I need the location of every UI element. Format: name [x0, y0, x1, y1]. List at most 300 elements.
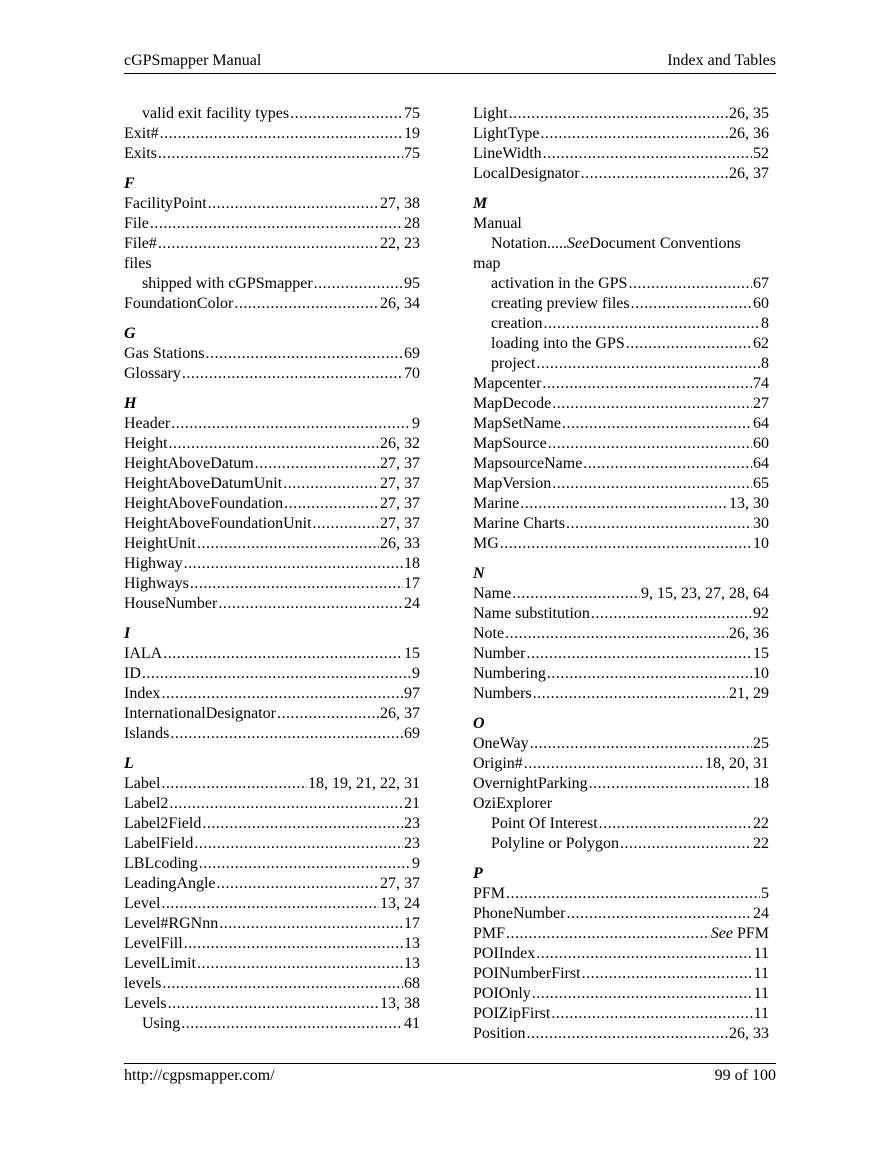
page-numbers[interactable]: 28	[404, 215, 420, 232]
dot-leader	[219, 914, 403, 934]
page-numbers[interactable]: 9	[412, 855, 420, 872]
dot-leader	[170, 724, 403, 744]
index-entry[interactable]	[124, 794, 420, 814]
dot-leader	[631, 294, 752, 314]
header-manual-title: cGPSmapper Manual	[124, 52, 262, 69]
index-term: MG	[473, 535, 499, 552]
dot-leader	[543, 144, 752, 164]
index-entry[interactable]	[124, 874, 420, 894]
dot-leader	[526, 1024, 728, 1044]
index-entry[interactable]	[473, 664, 769, 684]
dot-leader	[509, 104, 728, 124]
page-numbers[interactable]: 11	[753, 1005, 769, 1022]
page-numbers[interactable]: 18	[753, 775, 769, 792]
dot-leader	[524, 754, 704, 774]
page-numbers[interactable]: 11	[753, 985, 769, 1002]
page-numbers[interactable]: 25	[753, 735, 769, 752]
dot-leader	[548, 434, 752, 454]
page-numbers[interactable]: 11	[753, 965, 769, 982]
see-reference: See	[710, 925, 733, 942]
index-term: InternationalDesignator	[124, 705, 276, 722]
see-target[interactable]: PFM	[732, 925, 769, 942]
page-numbers[interactable]: 27, 37	[380, 875, 420, 892]
page-numbers[interactable]: 97	[404, 685, 420, 702]
index-term: LineWidth	[473, 145, 542, 162]
index-entry[interactable]	[473, 164, 769, 184]
dot-leader	[202, 814, 403, 834]
dot-leader	[190, 574, 403, 594]
index-entry[interactable]	[124, 1014, 420, 1034]
index-entry[interactable]	[124, 494, 420, 514]
index-term: LevelFill	[124, 935, 183, 952]
index-term: Highways	[124, 575, 189, 592]
index-term: Using	[142, 1015, 181, 1032]
index-entry[interactable]	[124, 104, 420, 124]
index-letter-heading: N	[473, 565, 485, 582]
index-entry[interactable]	[473, 494, 769, 514]
dot-leader	[620, 834, 752, 854]
dot-leader	[566, 904, 752, 924]
index-entry[interactable]	[473, 374, 769, 394]
page-numbers[interactable]: 64	[753, 455, 769, 472]
index-entry[interactable]	[124, 534, 420, 554]
page-numbers[interactable]: 30	[753, 515, 769, 532]
index-entry[interactable]	[473, 644, 769, 664]
dot-leader	[540, 124, 728, 144]
index-term: MapDecode	[473, 395, 552, 412]
index-term: MapsourceName	[473, 455, 583, 472]
index-entry[interactable]	[473, 434, 769, 454]
index-term: shipped with cGPSmapper	[142, 275, 313, 292]
page-numbers[interactable]: 67	[753, 275, 769, 292]
index-entry[interactable]	[124, 664, 420, 684]
page-numbers[interactable]: 15	[753, 645, 769, 662]
dot-leader	[161, 774, 307, 794]
index-entry[interactable]	[473, 904, 769, 924]
page-numbers[interactable]: 52	[753, 145, 769, 162]
page-numbers[interactable]: 74	[753, 375, 769, 392]
index-entry[interactable]	[473, 1004, 769, 1024]
index-entry[interactable]	[473, 734, 769, 754]
dot-leader	[506, 924, 710, 944]
dot-leader	[536, 354, 760, 374]
page-numbers[interactable]: 27	[753, 395, 769, 412]
page-numbers[interactable]: 95	[404, 275, 420, 292]
index-letter-heading: L	[124, 755, 134, 772]
index-term: Height	[124, 435, 168, 452]
dot-leader	[500, 534, 752, 554]
page-numbers[interactable]: 24	[753, 905, 769, 922]
page-numbers[interactable]: 68	[404, 975, 420, 992]
page-numbers[interactable]: 5	[761, 885, 769, 902]
index-term: Islands	[124, 725, 170, 742]
index-term: LBLcoding	[124, 855, 198, 872]
index-term: Polyline or Polygon	[491, 835, 620, 852]
index-entry[interactable]	[473, 604, 769, 624]
page-header	[124, 52, 776, 74]
dot-leader	[533, 684, 728, 704]
page-numbers[interactable]: 24	[404, 595, 420, 612]
index-entry[interactable]	[124, 344, 420, 364]
page-numbers[interactable]: 17	[404, 915, 420, 932]
index-entry[interactable]	[124, 894, 420, 914]
dot-leader	[599, 814, 752, 834]
index-entry[interactable]	[473, 834, 769, 854]
index-entry[interactable]	[473, 534, 769, 554]
index-term: Note	[473, 625, 505, 642]
dot-leader	[284, 494, 379, 514]
index-letter-heading: M	[473, 195, 488, 212]
index-term: activation in the GPS	[491, 275, 628, 292]
index-entry[interactable]	[473, 234, 769, 254]
index-entry[interactable]	[124, 914, 420, 934]
index-letter-heading: G	[124, 325, 136, 342]
dot-leader	[506, 884, 760, 904]
page-numbers[interactable]: 26, 36	[729, 625, 769, 642]
index-entry[interactable]	[124, 574, 420, 594]
index-term: OneWay	[473, 735, 529, 752]
index-entry[interactable]	[473, 334, 769, 354]
page-numbers[interactable]: 70	[404, 365, 420, 382]
dot-leader	[562, 414, 752, 434]
page-numbers[interactable]: 26, 36	[729, 125, 769, 142]
index-entry[interactable]	[473, 274, 769, 294]
page-numbers[interactable]: 9	[412, 665, 420, 682]
page-numbers[interactable]: 10	[753, 535, 769, 552]
index-entry[interactable]	[473, 1024, 769, 1044]
index-term: Marine Charts	[473, 515, 565, 532]
index-term: Origin#	[473, 755, 523, 772]
index-entry[interactable]	[124, 684, 420, 704]
index-entry[interactable]	[124, 294, 420, 314]
dot-leader	[169, 434, 379, 454]
index-letter-heading: H	[124, 395, 137, 412]
page-numbers[interactable]: 26, 34	[380, 295, 420, 312]
index-entry[interactable]	[473, 884, 769, 904]
index-entry[interactable]	[124, 934, 420, 954]
see-target[interactable]: Document Conventions	[589, 235, 741, 252]
dot-leader	[255, 454, 379, 474]
page-numbers[interactable]: 10	[753, 665, 769, 682]
index-entry[interactable]	[473, 944, 769, 964]
index-entry[interactable]	[473, 294, 769, 314]
page-numbers[interactable]: 22	[753, 815, 769, 832]
index-term: files	[124, 255, 152, 272]
index-term: PhoneNumber	[473, 905, 566, 922]
dot-leader	[217, 874, 379, 894]
index-term: HouseNumber	[124, 595, 218, 612]
index-entry[interactable]	[473, 394, 769, 414]
index-term: LightType	[473, 125, 540, 142]
page-reference[interactable]	[711, 924, 769, 944]
page-numbers[interactable]: 65	[753, 475, 769, 492]
index-entry[interactable]	[473, 794, 769, 814]
dot-leader	[566, 514, 752, 534]
page-numbers[interactable]: 27, 37	[380, 495, 420, 512]
index-term: FacilityPoint	[124, 195, 207, 212]
index-entry[interactable]	[124, 124, 420, 144]
dot-leader	[314, 274, 403, 294]
index-term: Gas Stations	[124, 345, 205, 362]
index-entry[interactable]	[473, 454, 769, 474]
index-term: FoundationColor	[124, 295, 234, 312]
page-numbers[interactable]: 23	[404, 815, 420, 832]
index-term: LabelField	[124, 835, 194, 852]
index-term: Marine	[473, 495, 520, 512]
index-entry[interactable]	[124, 454, 420, 474]
index-entry[interactable]	[124, 724, 420, 744]
page-numbers[interactable]: 9	[412, 415, 420, 432]
page-numbers[interactable]: 60	[753, 435, 769, 452]
index-term: MapSetName	[473, 415, 561, 432]
index-term: Label	[124, 775, 161, 792]
index-entry[interactable]	[124, 414, 420, 434]
dot-leader	[520, 494, 728, 514]
index-entry[interactable]	[124, 234, 420, 254]
index-term: POIIndex	[473, 945, 536, 962]
index-entry[interactable]	[473, 474, 769, 494]
index-term: project	[491, 355, 536, 372]
page-numbers[interactable]: 8	[761, 355, 769, 372]
index-entry[interactable]	[124, 144, 420, 164]
index-entry[interactable]	[124, 644, 420, 664]
page-numbers[interactable]: 15	[404, 645, 420, 662]
index-entry[interactable]	[473, 104, 769, 124]
index-entry[interactable]	[473, 754, 769, 774]
index-entry[interactable]	[473, 254, 769, 274]
page-numbers[interactable]: 27, 37	[380, 455, 420, 472]
page-numbers[interactable]: 11	[753, 945, 769, 962]
dot-leader	[150, 214, 403, 234]
index-term: Index	[124, 685, 161, 702]
page-numbers[interactable]: 41	[404, 1015, 420, 1032]
index-entry[interactable]	[124, 514, 420, 534]
page-numbers[interactable]: 26, 37	[729, 165, 769, 182]
index-term: HeightUnit	[124, 535, 196, 552]
index-term: Numbering	[473, 665, 546, 682]
index-term: ID	[124, 665, 141, 682]
index-entry[interactable]	[473, 314, 769, 334]
index-term: Header	[124, 415, 171, 432]
dot-leader	[536, 944, 752, 964]
dot-leader	[199, 854, 411, 874]
page-numbers[interactable]: 26, 32	[380, 435, 420, 452]
page-numbers[interactable]: 26, 33	[729, 1025, 769, 1042]
index-entry[interactable]	[124, 834, 420, 854]
index-term: Manual	[473, 215, 522, 232]
page-numbers[interactable]: 23	[404, 835, 420, 852]
index-term: Exits	[124, 145, 157, 162]
dot-leader	[169, 794, 403, 814]
dot-leader	[283, 474, 379, 494]
page-numbers[interactable]: 69	[404, 345, 420, 362]
see-reference: See	[567, 235, 590, 252]
page-numbers[interactable]: 13, 30	[729, 495, 769, 512]
index-term: Label2Field	[124, 815, 202, 832]
index-entry[interactable]	[473, 984, 769, 1004]
dot-leader	[158, 234, 379, 254]
page-numbers[interactable]: 92	[753, 605, 769, 622]
dot-leader	[628, 274, 752, 294]
index-entry[interactable]	[473, 414, 769, 434]
index-term: HeightAboveFoundationUnit	[124, 515, 312, 532]
page-numbers[interactable]: 64	[753, 415, 769, 432]
index-term: valid exit facility types	[142, 105, 290, 122]
index-term: File#	[124, 235, 157, 252]
index-term: Number	[473, 645, 526, 662]
dot-leader	[205, 344, 403, 364]
dot-leader	[142, 664, 411, 684]
index-entry[interactable]	[124, 274, 420, 294]
page-numbers[interactable]: 27, 37	[380, 475, 420, 492]
dot-leader	[313, 514, 379, 534]
index-term: LocalDesignator	[473, 165, 580, 182]
index-column-right	[473, 104, 769, 1044]
index-entry[interactable]	[124, 704, 420, 724]
index-term: HeightAboveDatumUnit	[124, 475, 283, 492]
page-numbers[interactable]: 13, 38	[380, 995, 420, 1012]
dot-leader	[582, 964, 753, 984]
page-numbers[interactable]: 18	[404, 555, 420, 572]
page-numbers[interactable]: 27, 38	[380, 195, 420, 212]
index-term: creation	[491, 315, 543, 332]
page-numbers[interactable]: 60	[753, 295, 769, 312]
index-entry[interactable]	[473, 144, 769, 164]
page-numbers[interactable]: 21	[404, 795, 420, 812]
dot-leader	[218, 594, 403, 614]
page-numbers[interactable]: 27, 37	[380, 515, 420, 532]
index-entry[interactable]	[124, 194, 420, 214]
dot-leader	[626, 334, 752, 354]
index-term: levels	[124, 975, 162, 992]
dot-leader	[197, 954, 403, 974]
index-entry[interactable]	[473, 814, 769, 834]
dot-leader	[532, 984, 753, 1004]
page-footer	[124, 1063, 776, 1085]
index-entry[interactable]	[124, 364, 420, 384]
index-entry[interactable]	[473, 124, 769, 144]
index-term: map	[473, 255, 501, 272]
index-entry[interactable]	[473, 214, 769, 234]
index-entry[interactable]	[124, 814, 420, 834]
index-term: Mapcenter	[473, 375, 542, 392]
index-term: Label2	[124, 795, 169, 812]
index-term: Point Of Interest	[491, 815, 598, 832]
dot-leader	[184, 554, 403, 574]
index-entry[interactable]	[124, 594, 420, 614]
index-term: loading into the GPS	[491, 335, 625, 352]
index-term: HeightAboveDatum	[124, 455, 254, 472]
index-term: Level	[124, 895, 161, 912]
dot-leader	[208, 194, 379, 214]
page-numbers[interactable]: 19	[404, 125, 420, 142]
index-entry[interactable]	[124, 774, 420, 794]
page-numbers[interactable]: 18, 19, 21, 22, 31	[308, 775, 420, 792]
dot-leader	[551, 1004, 752, 1024]
index-entry[interactable]	[473, 354, 769, 374]
page-numbers[interactable]: 13	[404, 935, 420, 952]
index-term: POIZipFirst	[473, 1005, 551, 1022]
index-entry[interactable]	[124, 474, 420, 494]
dot-leader	[158, 144, 403, 164]
page-numbers[interactable]: 8	[761, 315, 769, 332]
dot-leader	[512, 584, 640, 604]
index-entry[interactable]	[124, 954, 420, 974]
index-letter-heading: I	[124, 625, 131, 642]
dot-leader	[290, 104, 403, 124]
index-entry[interactable]	[124, 554, 420, 574]
page-numbers[interactable]: 26, 35	[729, 105, 769, 122]
dot-leader	[530, 734, 752, 754]
dot-leader	[181, 1014, 403, 1034]
index-entry[interactable]	[124, 994, 420, 1014]
index-entry[interactable]	[124, 214, 420, 234]
index-entry[interactable]	[473, 684, 769, 704]
index-entry[interactable]	[124, 434, 420, 454]
page-numbers[interactable]: 18, 20, 31	[705, 755, 769, 772]
dot-leader	[163, 644, 403, 664]
dot-leader	[552, 394, 752, 414]
page-numbers[interactable]: 26, 33	[380, 535, 420, 552]
page-numbers[interactable]: 22, 23	[380, 235, 420, 252]
page-numbers[interactable]: 75	[404, 145, 420, 162]
dot-leader	[552, 474, 752, 494]
page-numbers[interactable]: 62	[753, 335, 769, 352]
index-entry[interactable]	[473, 514, 769, 534]
index-term: POINumberFirst	[473, 965, 581, 982]
page-numbers[interactable]: 17	[404, 575, 420, 592]
page-numbers[interactable]: 26, 37	[380, 705, 420, 722]
index-entry[interactable]	[124, 854, 420, 874]
index-entry[interactable]	[473, 924, 769, 944]
index-entry[interactable]	[473, 584, 769, 604]
index-entry[interactable]	[473, 774, 769, 794]
index-term: Levels	[124, 995, 167, 1012]
footer-url: http://cgpsmapper.com/	[124, 1067, 275, 1084]
index-entry[interactable]	[124, 254, 420, 274]
index-term: PMF	[473, 925, 506, 942]
index-term: Light	[473, 105, 508, 122]
dot-leader	[526, 644, 752, 664]
page-numbers[interactable]: 75	[404, 105, 420, 122]
index-column-left	[124, 104, 420, 1034]
dot-leader	[542, 374, 752, 394]
dot-leader	[160, 124, 403, 144]
page-numbers[interactable]: 9, 15, 23, 27, 28, 64	[641, 585, 769, 602]
page-numbers[interactable]: 13	[404, 955, 420, 972]
page-numbers[interactable]: 21, 29	[729, 685, 769, 702]
index-entry[interactable]	[473, 624, 769, 644]
dot-leader	[184, 934, 403, 954]
index-term: Name substitution	[473, 605, 590, 622]
dot-leader	[505, 624, 728, 644]
index-term: HeightAboveFoundation	[124, 495, 284, 512]
dot-leader	[581, 164, 728, 184]
page-numbers[interactable]: 69	[404, 725, 420, 742]
index-term: creating preview files	[491, 295, 630, 312]
dot-leader	[162, 974, 403, 994]
index-term: Name	[473, 585, 512, 602]
index-term: Exit#	[124, 125, 159, 142]
index-term: Glossary	[124, 365, 181, 382]
page-numbers[interactable]: 13, 24	[380, 895, 420, 912]
index-term: IALA	[124, 645, 163, 662]
index-entry[interactable]	[124, 974, 420, 994]
index-term: POIOnly	[473, 985, 531, 1002]
index-entry[interactable]	[473, 964, 769, 984]
page-numbers[interactable]: 22	[753, 835, 769, 852]
dot-leader	[234, 294, 379, 314]
